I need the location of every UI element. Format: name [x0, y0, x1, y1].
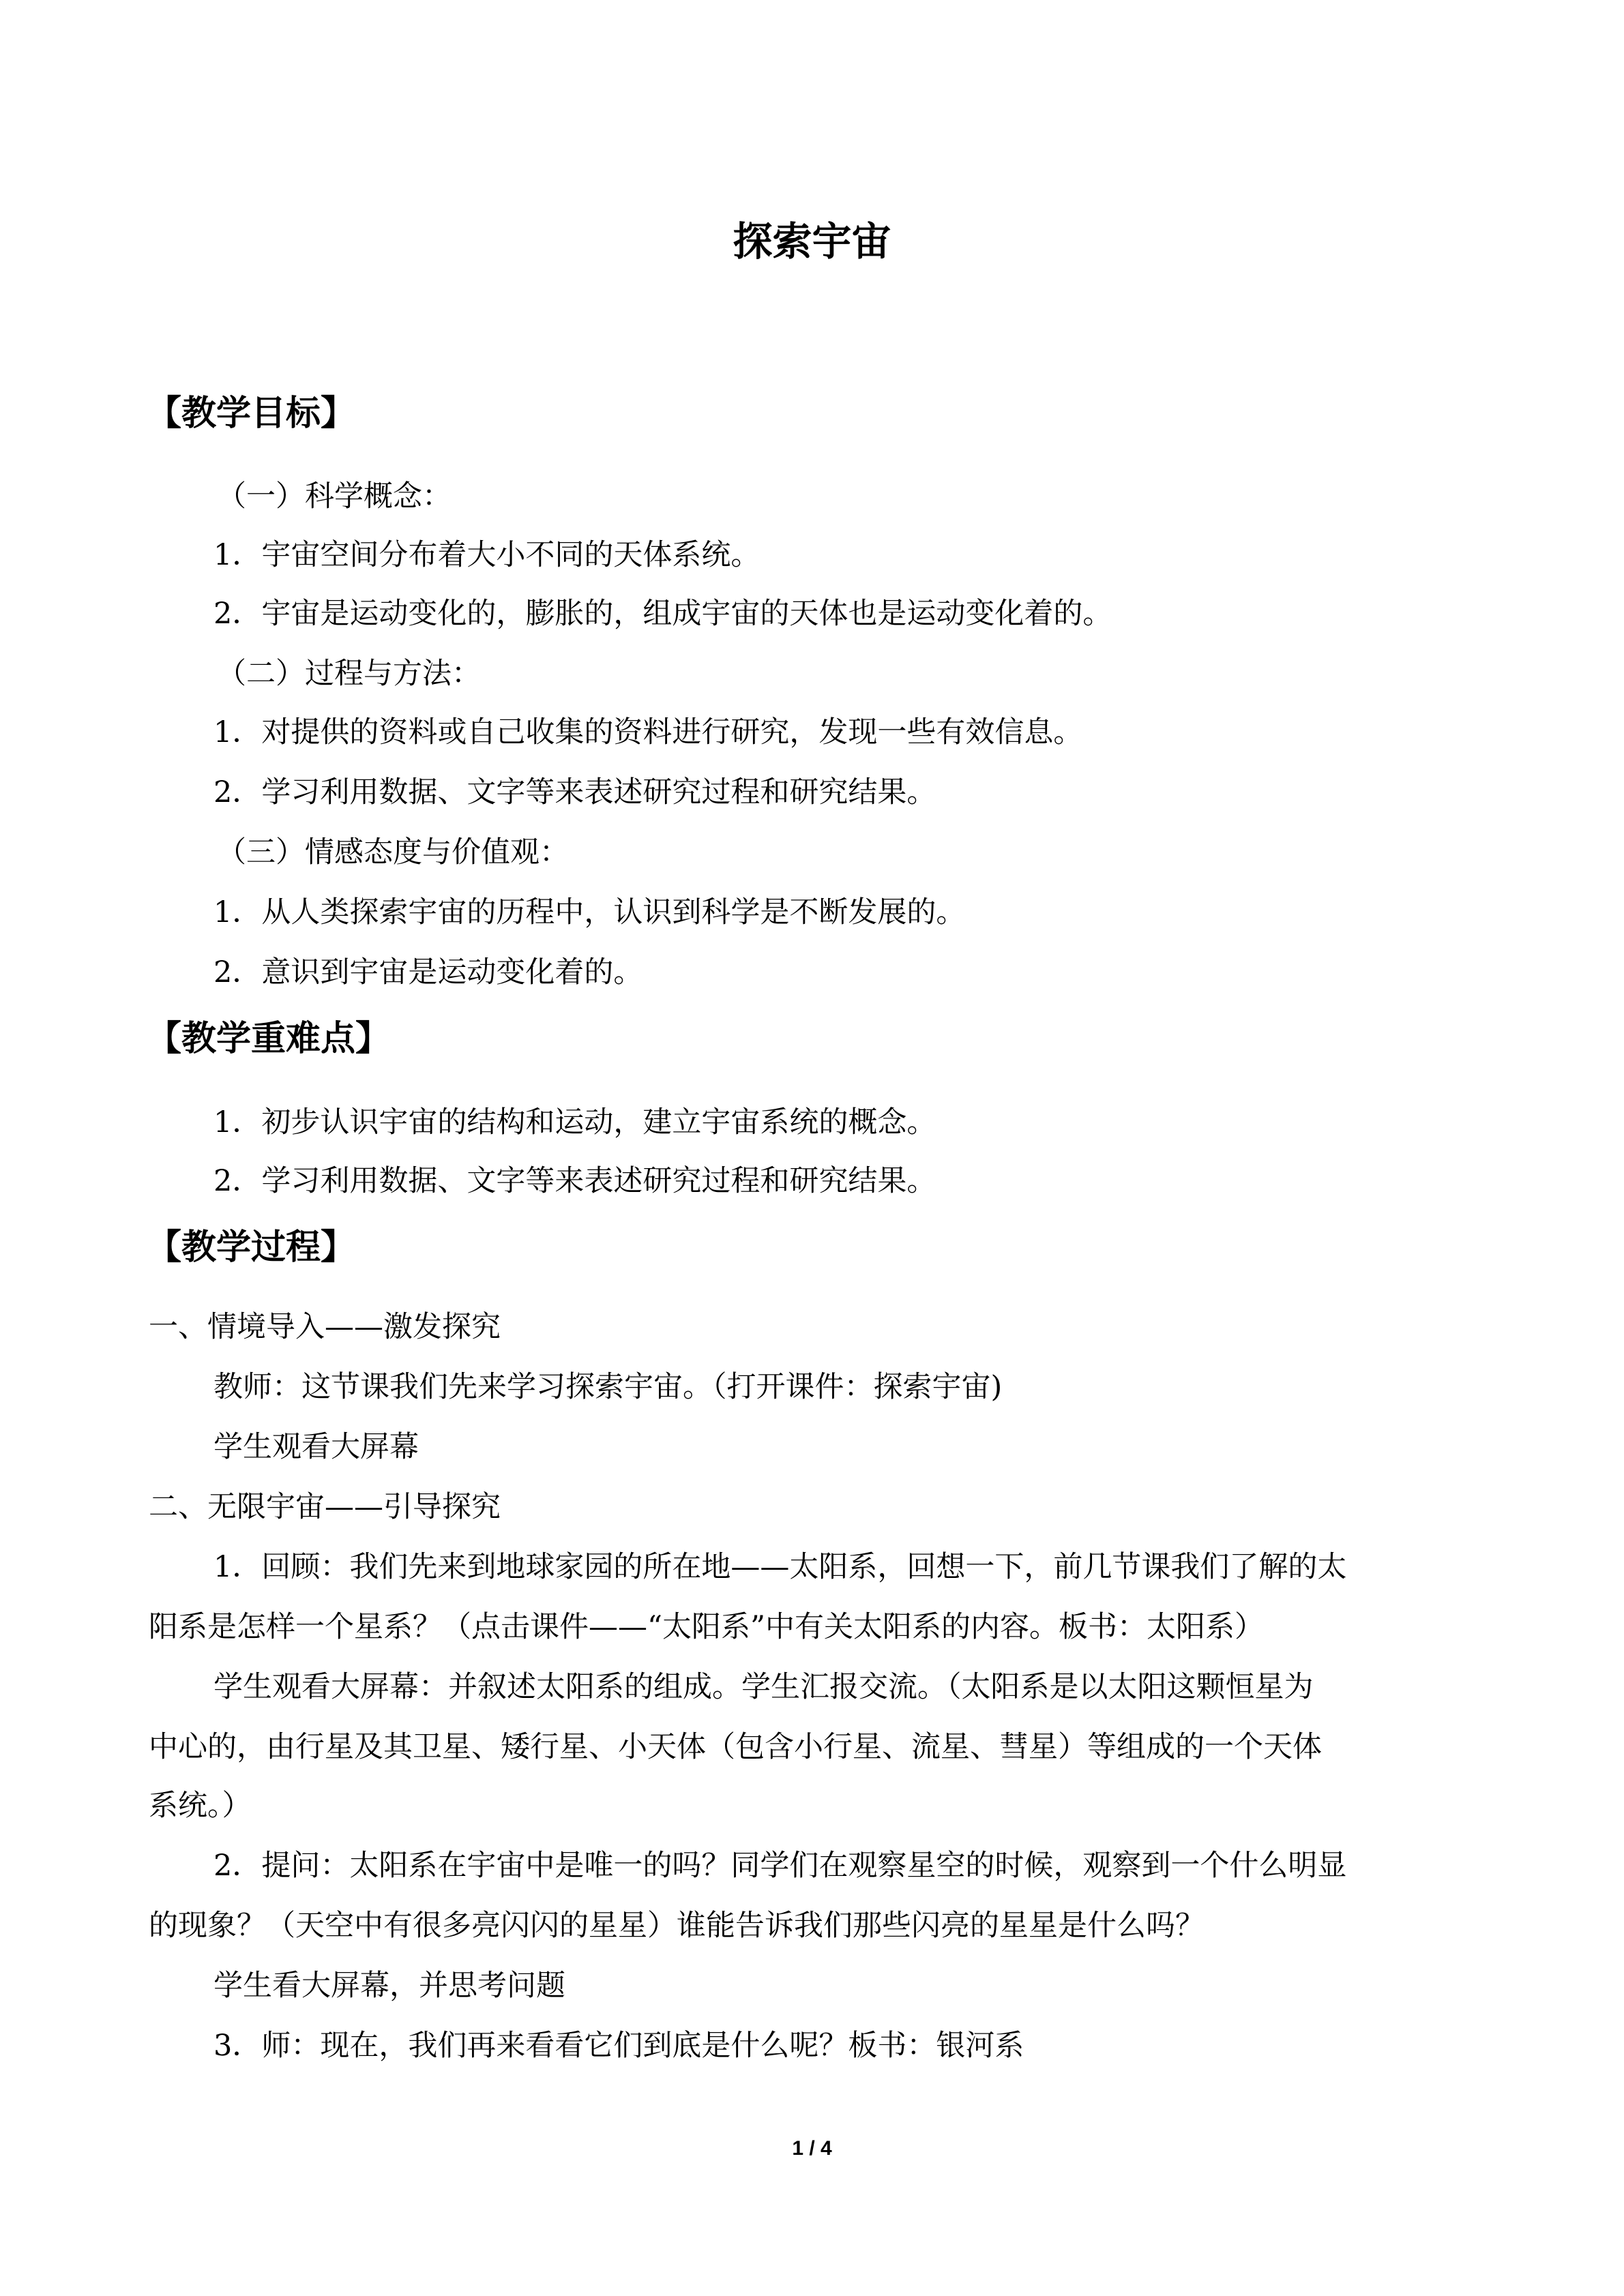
key-point-item-1: 1．初步认识宇宙的结构和运动，建立宇宙系统的概念。 [213, 1105, 936, 1139]
process-question-line-2: 的现象？（天空中有很多亮闪闪的星星）谁能告诉我们那些闪亮的星星是什么吗？ [149, 1909, 1205, 1943]
objectives-concept-item-2: 2．宇宙是运动变化的，膨胀的，组成宇宙的天体也是运动变化着的。 [213, 597, 1112, 631]
process-part2-heading: 二、无限宇宙——引导探究 [149, 1490, 501, 1524]
page-number: 1 / 4 [792, 2137, 832, 2160]
section-heading-objectives: 【教学目标】 [147, 393, 356, 434]
process-review-line-2: 阳系是怎样一个星系？（点击课件——“太阳系”中有关太阳系的内容。板书：太阳系） [149, 1610, 1264, 1644]
section-heading-process: 【教学过程】 [147, 1227, 356, 1268]
objectives-method-item-2: 2．学习利用数据、文字等来表述研究过程和研究结果。 [213, 775, 936, 809]
objectives-subheading-concepts: （一）科学概念： [217, 479, 452, 513]
objectives-value-item-1: 1．从人类探索宇宙的历程中，认识到科学是不断发展的。 [213, 895, 966, 929]
process-student-report-line-2: 中心的，由行星及其卫星、矮行星、小天体（包含小行星、流星、彗星）等组成的一个天体 [149, 1730, 1322, 1764]
section-heading-key-points: 【教学重难点】 [147, 1019, 391, 1059]
process-review-line-1: 1．回顾：我们先来到地球家园的所在地——太阳系，回想一下，前几节课我们了解的太 [213, 1550, 1347, 1584]
objectives-value-item-2: 2．意识到宇宙是运动变化着的。 [213, 955, 643, 989]
process-student-think: 学生看大屏幕，并思考问题 [213, 1969, 565, 2003]
objectives-subheading-methods: （二）过程与方法： [217, 657, 481, 691]
objectives-subheading-values: （三）情感态度与价值观： [217, 835, 569, 869]
process-student-report-line-1: 学生观看大屏幕：并叙述太阳系的组成。学生汇报交流。（太阳系是以太阳这颗恒星为 [213, 1670, 1314, 1704]
key-point-item-2: 2．学习利用数据、文字等来表述研究过程和研究结果。 [213, 1164, 936, 1198]
process-part1-teacher: 教师：这节课我们先来学习探索宇宙。（打开课件：探索宇宙) [213, 1370, 1003, 1404]
process-question-line-1: 2．提问：太阳系在宇宙中是唯一的吗？同学们在观察星空的时候，观察到一个什么明显 [213, 1849, 1347, 1883]
page-title: 探索宇宙 [733, 218, 891, 265]
objectives-method-item-1: 1．对提供的资料或自己收集的资料进行研究，发现一些有效信息。 [213, 715, 1083, 749]
objectives-concept-item-1: 1．宇宙空间分布着大小不同的天体系统。 [213, 538, 761, 572]
process-student-report-line-3: 系统。） [149, 1789, 252, 1823]
process-teacher-galaxy: 3．师：现在，我们再来看看它们到底是什么呢？板书：银河系 [213, 2029, 1024, 2063]
process-part1-student: 学生观看大屏幕 [213, 1430, 419, 1464]
process-part1-heading: 一、情境导入——激发探究 [149, 1310, 501, 1344]
